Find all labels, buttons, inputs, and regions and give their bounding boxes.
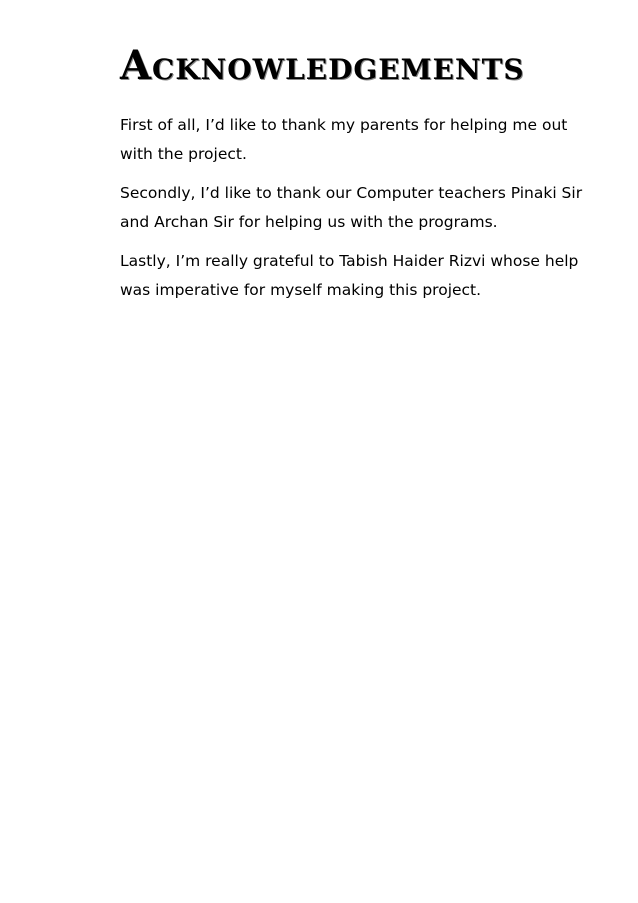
paragraph-line: Secondly, I’d like to thank our Computer teachers Pinaki Sir [120, 184, 583, 202]
paragraph-line: Lastly, I’m really grateful to Tabish Haider Rizvi whose help [120, 252, 579, 270]
paragraph-parents [120, 111, 620, 169]
paragraph-line: with the project. [120, 145, 247, 163]
paragraph-line: and Archan Sir for helping us with the programs. [120, 213, 498, 231]
acknowledgement-body [120, 111, 620, 315]
paragraph-line: was imperative for myself making this project. [120, 281, 482, 299]
paragraph-line: First of all, I’d like to thank my parents for helping me out [120, 116, 568, 134]
page-title: Acknowledgements [120, 42, 525, 89]
paragraph-helper [120, 247, 620, 305]
paragraph-teachers [120, 179, 620, 237]
